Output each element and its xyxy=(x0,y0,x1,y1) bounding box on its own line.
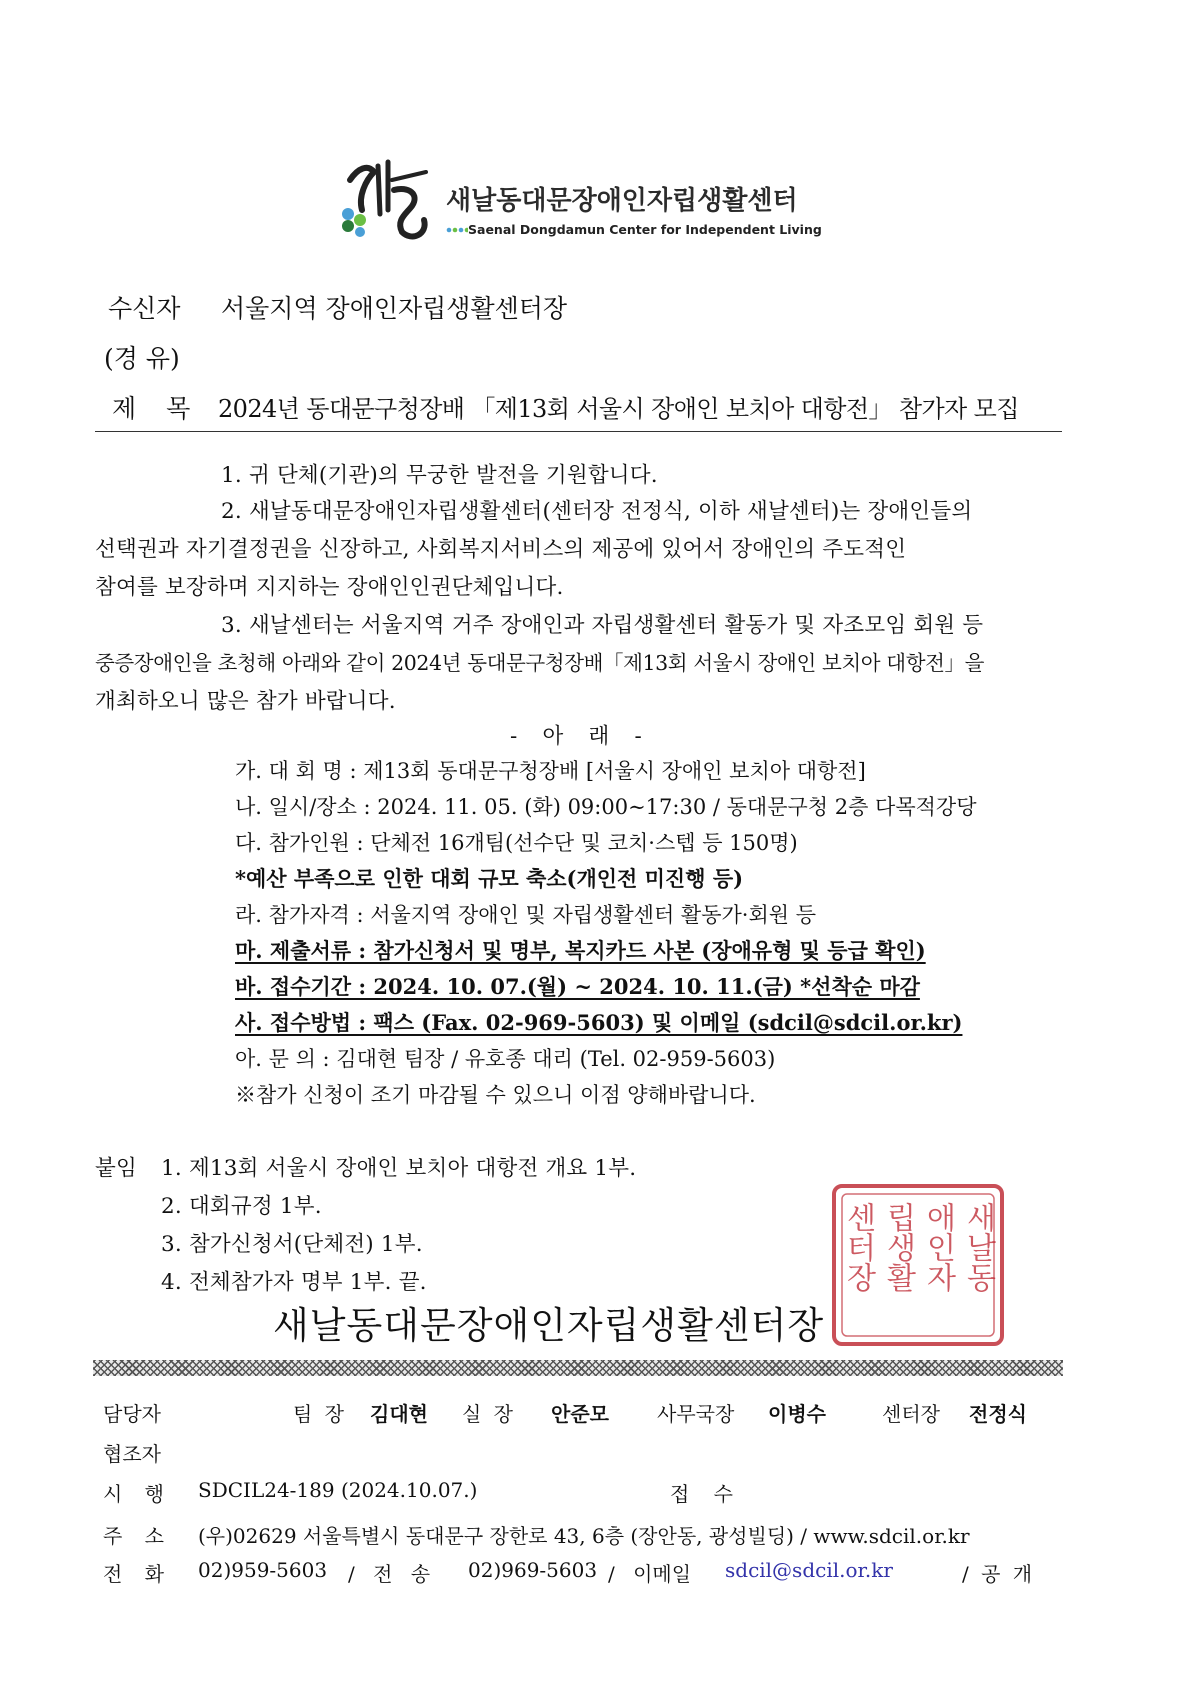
subject-value: 2024년 동대문구청장배 「제13회 서울시 장애인 보치아 대항전」 참가자 모집 xyxy=(218,395,1019,423)
team-leader-name: 김대현 xyxy=(370,1402,428,1426)
logo-dots-icon xyxy=(446,227,468,233)
team-leader-title: 팀 장 xyxy=(293,1402,344,1426)
item-period: 바. 접수기간 : 2024. 10. 07.(월) ~ 2024. 10. 11.(금) *선착순 마감 xyxy=(235,974,920,999)
paragraph-1: 1. 귀 단체(기관)의 무궁한 발전을 기원합니다. xyxy=(221,463,658,488)
issuer-signature: 새날동대문장애인자립생활센터장 xyxy=(273,1304,825,1347)
paragraph-3-line-3: 개최하오니 많은 참가 바랍니다. xyxy=(95,689,396,714)
center-head-name: 전정식 xyxy=(969,1402,1027,1426)
item-event-name: 가. 대 회 명 : 제13회 동대문구청장배 [서울시 장애인 보치아 대항전] xyxy=(235,759,866,783)
recipient-value: 서울지역 장애인자립생활센터장 xyxy=(221,294,568,323)
fax-value: 02)969-5603 xyxy=(468,1558,598,1582)
execution-value: SDCIL24-189 (2024.10.07.) xyxy=(198,1478,478,1502)
attachment-4: 4. 전체참가자 명부 1부. 끝. xyxy=(161,1270,427,1295)
early-close-notice: ※참가 신청이 조기 마감될 수 있으니 이점 양해바랍니다. xyxy=(235,1083,756,1107)
disclosure-label: / 공 개 xyxy=(962,1562,1033,1586)
official-seal-icon xyxy=(828,1180,1008,1350)
attachment-2: 2. 대회규정 1부. xyxy=(161,1194,322,1219)
footer-hatched-divider xyxy=(93,1360,1063,1376)
phone-value: 02)959-5603 xyxy=(198,1558,328,1582)
recipient-label: 수신자 xyxy=(108,294,181,323)
address-value: (우)02629 서울특별시 동대문구 장한로 43, 6층 (장안동, 광성빌딩) / www.sdcil.or.kr xyxy=(198,1524,970,1548)
logo-english-text: Saenal Dongdamun Center for Independent Living xyxy=(468,222,822,237)
paragraph-2-line-1: 2. 새날동대문장애인자립생활센터(센터장 전정식, 이하 새날센터)는 장애인들의 xyxy=(221,499,973,524)
seal-text-4: 센터장 xyxy=(840,1202,876,1292)
cooperator-label: 협조자 xyxy=(103,1442,161,1466)
center-head-title: 센터장 xyxy=(882,1402,940,1426)
subject-label: 제 목 xyxy=(112,394,191,423)
seal-text-3: 립생활 xyxy=(880,1202,916,1292)
item-date-place: 나. 일시/장소 : 2024. 11. 05. (화) 09:00∼17:30 / 동대문구청 2층 다목적강당 xyxy=(235,795,977,819)
attachments-label: 붙임 xyxy=(95,1156,137,1181)
paragraph-2-line-2: 선택권과 자기결정권을 신장하고, 사회복지서비스의 제공에 있어서 장애인의 주도적인 xyxy=(95,537,907,562)
via-label: (경 유) xyxy=(104,344,180,373)
paragraph-2-line-3: 참여를 보장하며 지지하는 장애인인권단체입니다. xyxy=(95,575,564,600)
item-method: 사. 접수방법 : 팩스 (Fax. 02-969-5603) 및 이메일 (sdcil@sdcil.or.kr) xyxy=(235,1010,963,1035)
saenal-calligraphy-icon xyxy=(328,150,446,250)
seal-text-2: 애인자 xyxy=(920,1202,956,1292)
manager-label: 담당자 xyxy=(103,1402,161,1426)
center-logo xyxy=(328,150,828,250)
logo-korean-text: 새날동대문장애인자립생활센터 xyxy=(446,186,798,216)
paragraph-3-line-2: 중증장애인을 초청해 아래와 같이 2024년 동대문구청장배「제13회 서울시 장애인 보치아 대항전」을 xyxy=(95,651,985,675)
email-link[interactable]: sdcil@sdcil.or.kr xyxy=(725,1558,893,1582)
address-label: 주 소 xyxy=(103,1524,164,1548)
fax-label: / 전 송 xyxy=(348,1562,431,1586)
attachment-3: 3. 참가신청서(단체전) 1부. xyxy=(161,1232,423,1257)
budget-notice: *예산 부족으로 인한 대회 규모 축소(개인전 미진행 등) xyxy=(235,866,744,891)
director-name: 안준모 xyxy=(551,1402,609,1426)
item-eligibility: 라. 참가자격 : 서울지역 장애인 및 자립생활센터 활동가·회원 등 xyxy=(235,903,816,927)
execution-label: 시 행 xyxy=(103,1482,164,1506)
email-label: / 이메일 xyxy=(608,1562,692,1586)
header-divider xyxy=(95,431,1062,432)
item-documents: 마. 제출서류 : 참가신청서 및 명부, 복지카드 사본 (장애유형 및 등급 확인) xyxy=(235,938,926,963)
director-title: 실 장 xyxy=(462,1402,513,1426)
below-heading: - 아 래 - xyxy=(510,724,642,749)
attachment-1: 1. 제13회 서울시 장애인 보치아 대항전 개요 1부. xyxy=(161,1156,637,1181)
secretary-general-name: 이병수 xyxy=(768,1402,826,1426)
receipt-label: 접 수 xyxy=(670,1482,733,1506)
phone-label: 전 화 xyxy=(103,1562,164,1586)
seal-text-1: 새날동 xyxy=(960,1202,996,1292)
paragraph-3-line-1: 3. 새날센터는 서울지역 거주 장애인과 자립생활센터 활동가 및 자조모임 회원 등 xyxy=(221,613,984,638)
item-inquiry: 아. 문 의 : 김대현 팀장 / 유호종 대리 (Tel. 02-959-5603) xyxy=(235,1047,776,1071)
secretary-general-title: 사무국장 xyxy=(657,1402,735,1426)
item-participants: 다. 참가인원 : 단체전 16개팀(선수단 및 코치·스텝 등 150명) xyxy=(235,831,798,855)
